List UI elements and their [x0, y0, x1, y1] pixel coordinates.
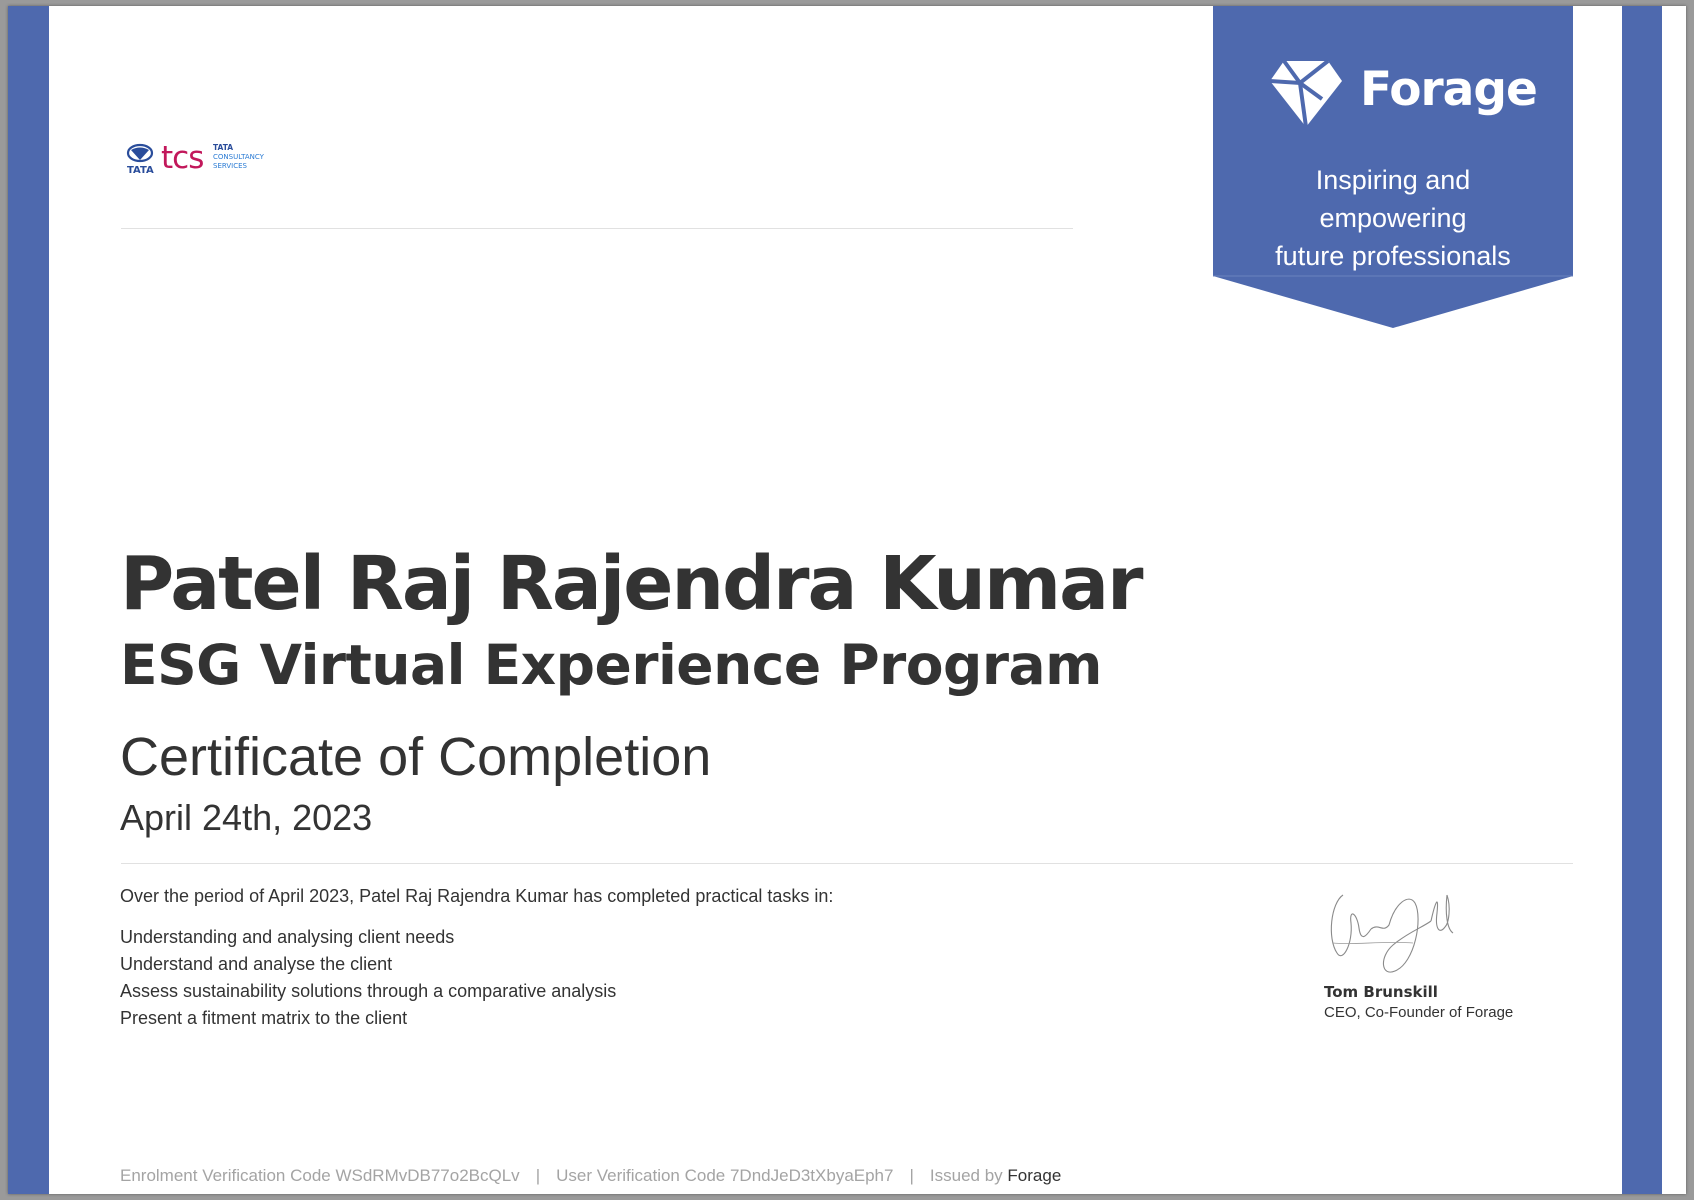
- tagline-line: empowering: [1319, 203, 1467, 233]
- task-item: Assess sustainability solutions through a comparative analysis: [120, 981, 617, 1001]
- content-divider: [121, 863, 1573, 864]
- task-list: [120, 924, 616, 1032]
- completion-intro: Over the period of April 2023, Patel Raj Rajendra Kumar has completed practical tasks in:: [120, 886, 834, 906]
- left-accent-bar: [8, 6, 49, 1194]
- task-item: Understand and analyse the client: [120, 954, 393, 974]
- tcs-logo: [125, 140, 275, 180]
- signature-image: [1323, 883, 1458, 978]
- program-title: ESG Virtual Experience Program: [120, 633, 1102, 697]
- verification-footer: [120, 1166, 1061, 1186]
- user-verification-code: User Verification Code 7DndJeD3tXbyaEph7: [556, 1166, 894, 1185]
- forage-banner: [1213, 6, 1573, 328]
- certificate-page: [8, 6, 1686, 1194]
- recipient-name: Patel Raj Rajendra Kumar: [120, 541, 1142, 627]
- task-item: Present a fitment matrix to the client: [120, 1008, 408, 1028]
- tagline-line: future professionals: [1275, 241, 1511, 271]
- tata-text: TATA: [127, 165, 154, 176]
- footer-separator: |: [909, 1166, 914, 1185]
- issuer-name: Forage: [1007, 1166, 1062, 1185]
- task-item: Understanding and analysing client needs: [120, 927, 455, 947]
- completion-date: April 24th, 2023: [120, 797, 373, 838]
- tcs-company-line: CONSULTANCY: [213, 153, 264, 161]
- issued-by-label: Issued by: [929, 1166, 1003, 1185]
- tcs-company-line: TATA: [213, 143, 234, 152]
- footer-separator: |: [535, 1166, 541, 1185]
- enrolment-verification-code: Enrolment Verification Code WSdRMvDB77o2BcQLv: [120, 1166, 520, 1185]
- right-accent-bar: [1622, 6, 1662, 1194]
- header-divider: [121, 228, 1073, 229]
- tcs-company-line: SERVICES: [213, 162, 247, 170]
- signatory-name: Tom Brunskill: [1324, 983, 1438, 1001]
- banner-tagline: [1213, 161, 1573, 275]
- forage-wordmark: Forage: [1360, 62, 1537, 117]
- forage-gem-icon: [1270, 59, 1342, 129]
- tagline-line: Inspiring and: [1315, 165, 1471, 195]
- tcs-text: tcs: [161, 140, 204, 176]
- tata-emblem-icon: [128, 145, 152, 161]
- signatory-title: CEO, Co-Founder of Forage: [1324, 1004, 1514, 1021]
- certificate-title: Certificate of Completion: [120, 727, 712, 787]
